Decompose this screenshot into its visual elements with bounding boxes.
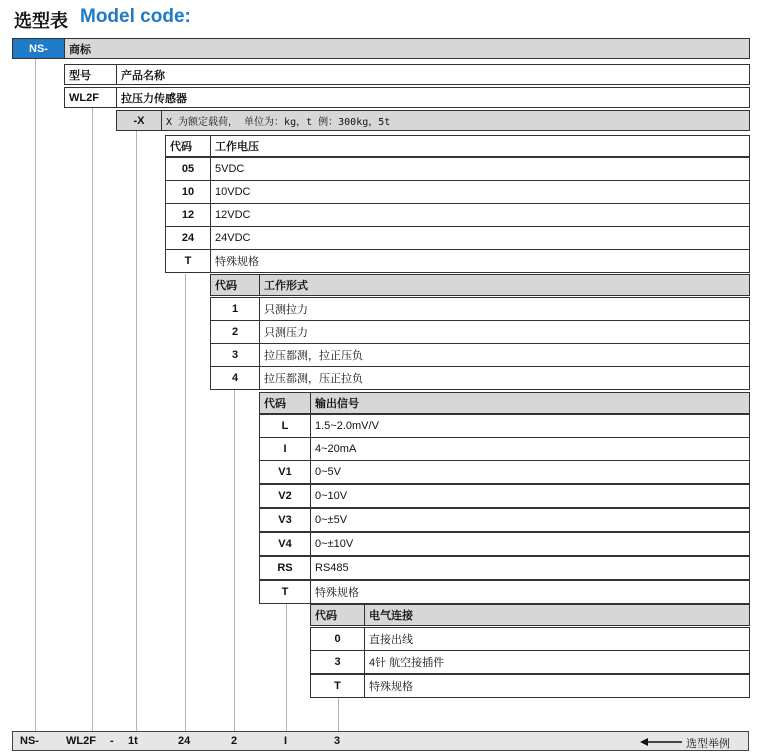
output-text: 0~±5V bbox=[310, 508, 750, 532]
example-mode: 2 bbox=[231, 735, 238, 747]
output-text: 0~10V bbox=[310, 484, 750, 508]
connection-code: 3 bbox=[310, 650, 365, 674]
mode-text: 拉压都测，压正拉负 bbox=[259, 366, 750, 390]
prefix-cell: NS- bbox=[12, 38, 65, 59]
mode-text: 只测拉力 bbox=[259, 297, 750, 321]
voltage-code: 12 bbox=[165, 203, 211, 227]
connection-header-code: 代码 bbox=[310, 604, 365, 626]
connector-connection bbox=[338, 698, 339, 731]
connection-text: 直接出线 bbox=[364, 627, 750, 651]
mode-code: 4 bbox=[210, 366, 260, 390]
voltage-text: 24VDC bbox=[210, 226, 750, 250]
output-code: RS bbox=[259, 556, 311, 580]
connector-mode bbox=[234, 390, 235, 731]
mode-header-code: 代码 bbox=[210, 274, 260, 296]
example-label: 选型举例 bbox=[686, 738, 730, 750]
output-code: V4 bbox=[259, 532, 311, 556]
output-header-code: 代码 bbox=[259, 392, 311, 414]
example-model: WL2F bbox=[66, 735, 96, 747]
example-load: 1t bbox=[128, 735, 138, 747]
voltage-text: 5VDC bbox=[210, 157, 750, 181]
example-dash: - bbox=[110, 735, 114, 747]
output-header-name: 输出信号 bbox=[310, 392, 750, 414]
model-name: 拉压力传感器 bbox=[116, 87, 750, 108]
example-prefix: NS- bbox=[20, 735, 39, 747]
model-header-code: 型号 bbox=[64, 64, 117, 85]
connector-voltage bbox=[185, 274, 186, 731]
mode-text: 只测压力 bbox=[259, 320, 750, 344]
voltage-text: 12VDC bbox=[210, 203, 750, 227]
example-connection: 3 bbox=[334, 735, 341, 747]
output-text: 0~±10V bbox=[310, 532, 750, 556]
voltage-code: T bbox=[165, 249, 211, 273]
output-code: T bbox=[259, 580, 311, 604]
title-cn: 选型表 bbox=[14, 11, 68, 31]
connection-text: 特殊规格 bbox=[364, 674, 750, 698]
title-en: Model code: bbox=[80, 6, 191, 27]
mode-text: 拉压都测，拉正压负 bbox=[259, 343, 750, 367]
voltage-code: 10 bbox=[165, 180, 211, 204]
arrow-left-icon bbox=[640, 735, 682, 747]
connection-header-name: 电气连接 bbox=[364, 604, 750, 626]
voltage-text: 10VDC bbox=[210, 180, 750, 204]
mode-code: 3 bbox=[210, 343, 260, 367]
output-text: 4~20mA bbox=[310, 437, 750, 461]
model-header-name: 产品名称 bbox=[116, 64, 750, 85]
mode-header-name: 工作形式 bbox=[259, 274, 750, 296]
voltage-code: 24 bbox=[165, 226, 211, 250]
load-desc: X 为额定载荷， 单位为：kg，t 例：300kg，5t bbox=[161, 110, 750, 131]
output-text: 0~5V bbox=[310, 460, 750, 484]
output-code: V2 bbox=[259, 484, 311, 508]
voltage-header-code: 代码 bbox=[165, 135, 211, 157]
model-code: WL2F bbox=[64, 87, 117, 108]
output-code: I bbox=[259, 437, 311, 461]
connection-code: 0 bbox=[310, 627, 365, 651]
example-output: I bbox=[284, 735, 288, 747]
connection-text: 4针 航空接插件 bbox=[364, 650, 750, 674]
connector-output bbox=[286, 604, 287, 731]
output-code: V3 bbox=[259, 508, 311, 532]
output-code: V1 bbox=[259, 460, 311, 484]
connection-code: T bbox=[310, 674, 365, 698]
mode-code: 1 bbox=[210, 297, 260, 321]
voltage-header-name: 工作电压 bbox=[210, 135, 750, 157]
connector-load bbox=[136, 130, 137, 731]
load-code: -X bbox=[116, 110, 162, 131]
connector-prefix bbox=[35, 58, 36, 731]
voltage-code: 05 bbox=[165, 157, 211, 181]
output-text: 特殊规格 bbox=[310, 580, 750, 604]
trademark-cell: 商标 bbox=[64, 38, 750, 59]
example-bar bbox=[12, 731, 749, 751]
example-voltage: 24 bbox=[178, 735, 191, 747]
voltage-text: 特殊规格 bbox=[210, 249, 750, 273]
output-code: L bbox=[259, 414, 311, 438]
output-text: RS485 bbox=[310, 556, 750, 580]
mode-code: 2 bbox=[210, 320, 260, 344]
connector-model bbox=[92, 108, 93, 731]
output-text: 1.5~2.0mV/V bbox=[310, 414, 750, 438]
